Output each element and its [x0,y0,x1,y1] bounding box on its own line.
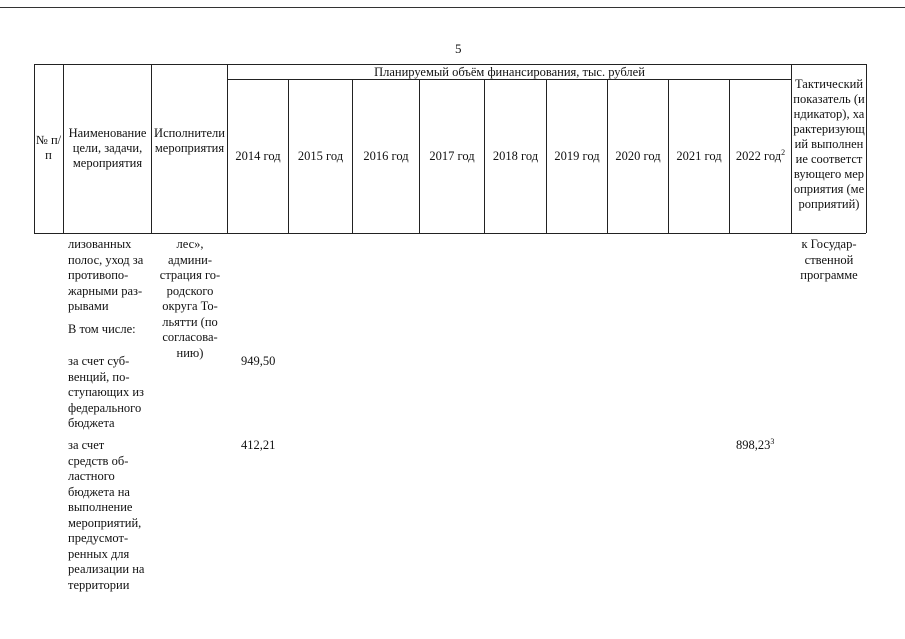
header-year-2020: 2020 год [615,149,661,163]
header-year-2021: 2021 год [676,149,722,163]
header-year-2022 [730,149,791,164]
federal-funding-label: за счет суб- венций, по- ступающих из федерального бюджета [68,354,144,430]
footnote-2-marker: 2 [781,147,786,157]
header-col-indicator: Тактический показатель (индикатор), характеризующий выполнение соответствующего мероприятия (мероприятий) [793,77,865,211]
executors-continued: лес», админи- страция го- родского округа То- льятти (по согласова- нию) [159,237,221,360]
header-col-name: Наименование цели, задачи, мероприятия [68,126,147,170]
header-year-2014: 2014 год [235,149,281,163]
footnote-3-marker: 3 [770,436,775,446]
activity-name-continued: лизованных полос, уход за противопо- жарными раз- рывами [68,237,144,313]
including-label: В том числе: [68,322,136,336]
page-number: 5 [455,41,462,56]
federal-2014-value: 949,50 [241,354,276,368]
regional-funding-label: за счет средств об- ластного бюджета на выполнение мероприятий, предусмот- ренных для реализации на территории [68,438,145,592]
regional-2022-amount: 898,23 [736,438,771,452]
header-year-2016: 2016 год [363,149,409,163]
header-col-number: № п/п [35,133,62,162]
indicator-continued: к Государ- ственной программе [800,237,858,282]
top-rule [0,7,905,8]
header-year-2015: 2015 год [297,149,344,163]
header-funding-group: Планируемый объём финансирования, тыс. рублей [374,65,645,79]
header-year-2017: 2017 год [429,149,475,163]
regional-2022-value [736,438,774,453]
regional-2014-value: 412,21 [241,438,276,452]
header-year-2018: 2018 год [492,149,539,163]
header-year-2022-label: 2022 год [735,149,782,163]
header-year-2019: 2019 год [554,149,600,163]
header-col-executors: Исполнители мероприятия [154,126,225,155]
